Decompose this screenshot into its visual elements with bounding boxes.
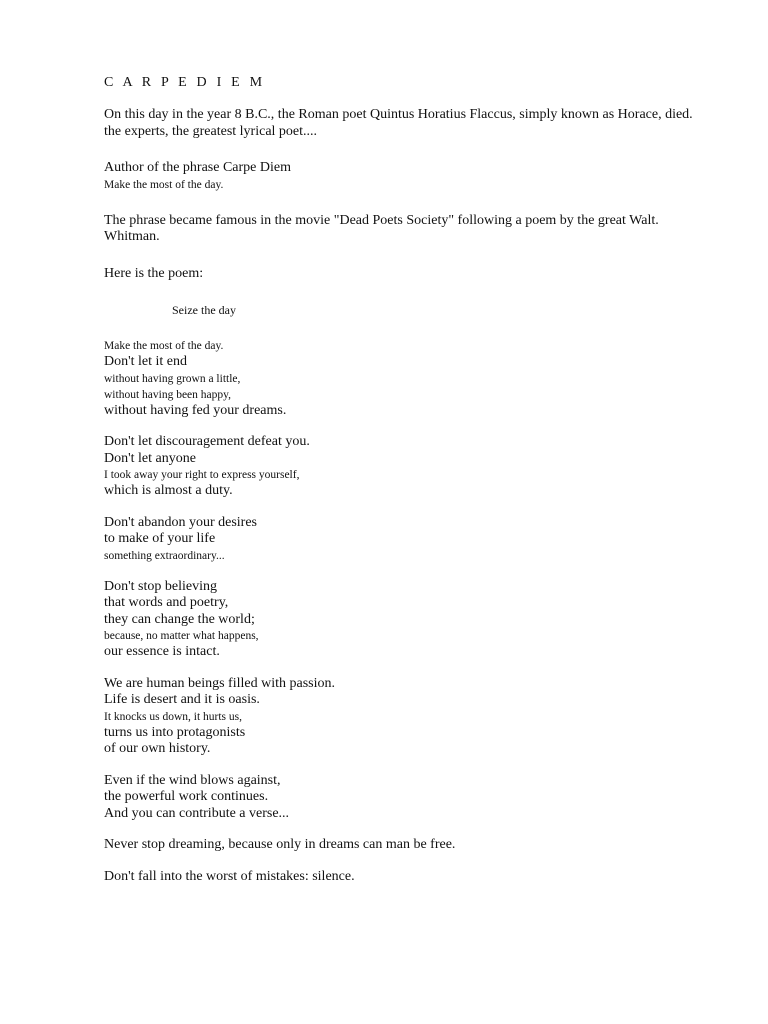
poem-title-block <box>104 302 744 318</box>
poem-stanza <box>104 515 744 564</box>
poem-line: And you can contribute a verse... <box>104 805 290 821</box>
poem-line: Life is desert and it is oasis. <box>104 692 260 707</box>
poem-stanza <box>104 773 744 823</box>
poem-body <box>104 338 744 885</box>
poem-line: Even if the wind blows against, <box>104 772 281 788</box>
poem-line: they can change the world; <box>104 611 255 627</box>
intro-line: the experts, the greatest lyrical poet.... <box>104 123 318 139</box>
poem-line: the powerful work continues. <box>104 789 269 804</box>
intro-line: On this day in the year 8 B.C., the Roman poet Quintus Horatius Flaccus, simply known as Horace, died. <box>104 107 693 122</box>
document-page <box>104 74 744 885</box>
poem-line: turns us into protagonists <box>104 724 246 740</box>
poem-line: without having fed your dreams. <box>104 402 287 418</box>
poem-line: Don't let it end <box>104 354 188 369</box>
poem-stanza <box>104 338 744 419</box>
poem-line: without having been happy, <box>104 388 232 401</box>
poem-line: something extraordinary... <box>104 549 225 562</box>
poem-line: I took away your right to express yourself, <box>104 469 300 481</box>
author-block <box>104 160 744 193</box>
poem-line: Don't abandon your desires <box>104 514 257 530</box>
poem-line: Make the most of the day. <box>104 340 224 352</box>
poem-line: of our own history. <box>104 741 211 756</box>
author-subline: Make the most of the day. <box>104 178 224 191</box>
poem-title: Seize the day <box>172 303 236 317</box>
phrase-paragraph <box>104 213 744 246</box>
poem-stanza <box>104 676 744 758</box>
poem-line: because, no matter what happens, <box>104 630 259 642</box>
poem-line: It knocks us down, it hurts us, <box>104 710 242 723</box>
poem-line: Don't let anyone <box>104 450 196 466</box>
poem-line: Don't stop believing <box>104 578 217 594</box>
poem-line: Never stop dreaming, because only in dreams can man be free. <box>104 837 456 852</box>
phrase-line: The phrase became famous in the movie "Dead Poets Society" following a poem by the great Walt. <box>104 212 659 228</box>
document-title: C A R P E D I E M <box>104 75 266 90</box>
poem-line: our essence is intact. <box>104 644 220 659</box>
poem-line: We are human beings filled with passion. <box>104 675 335 691</box>
poem-line: that words and poetry, <box>104 595 229 610</box>
poem-stanza <box>104 434 744 500</box>
poem-line: Don't let discouragement defeat you. <box>104 434 310 449</box>
poem-line: Don't fall into the worst of mistakes: silence. <box>104 868 355 884</box>
poem-line: which is almost a duty. <box>104 483 233 498</box>
poem-intro-block <box>104 266 744 283</box>
poem-line: to make of your life <box>104 531 216 546</box>
poem-stanza <box>104 837 744 854</box>
poem-intro: Here is the poem: <box>104 265 204 281</box>
intro-paragraph <box>104 107 744 140</box>
phrase-line: Whitman. <box>104 229 160 244</box>
poem-stanza <box>104 869 744 886</box>
poem-stanza <box>104 579 744 661</box>
poem-line: without having grown a little, <box>104 372 241 385</box>
author-line: Author of the phrase Carpe Diem <box>104 160 291 175</box>
